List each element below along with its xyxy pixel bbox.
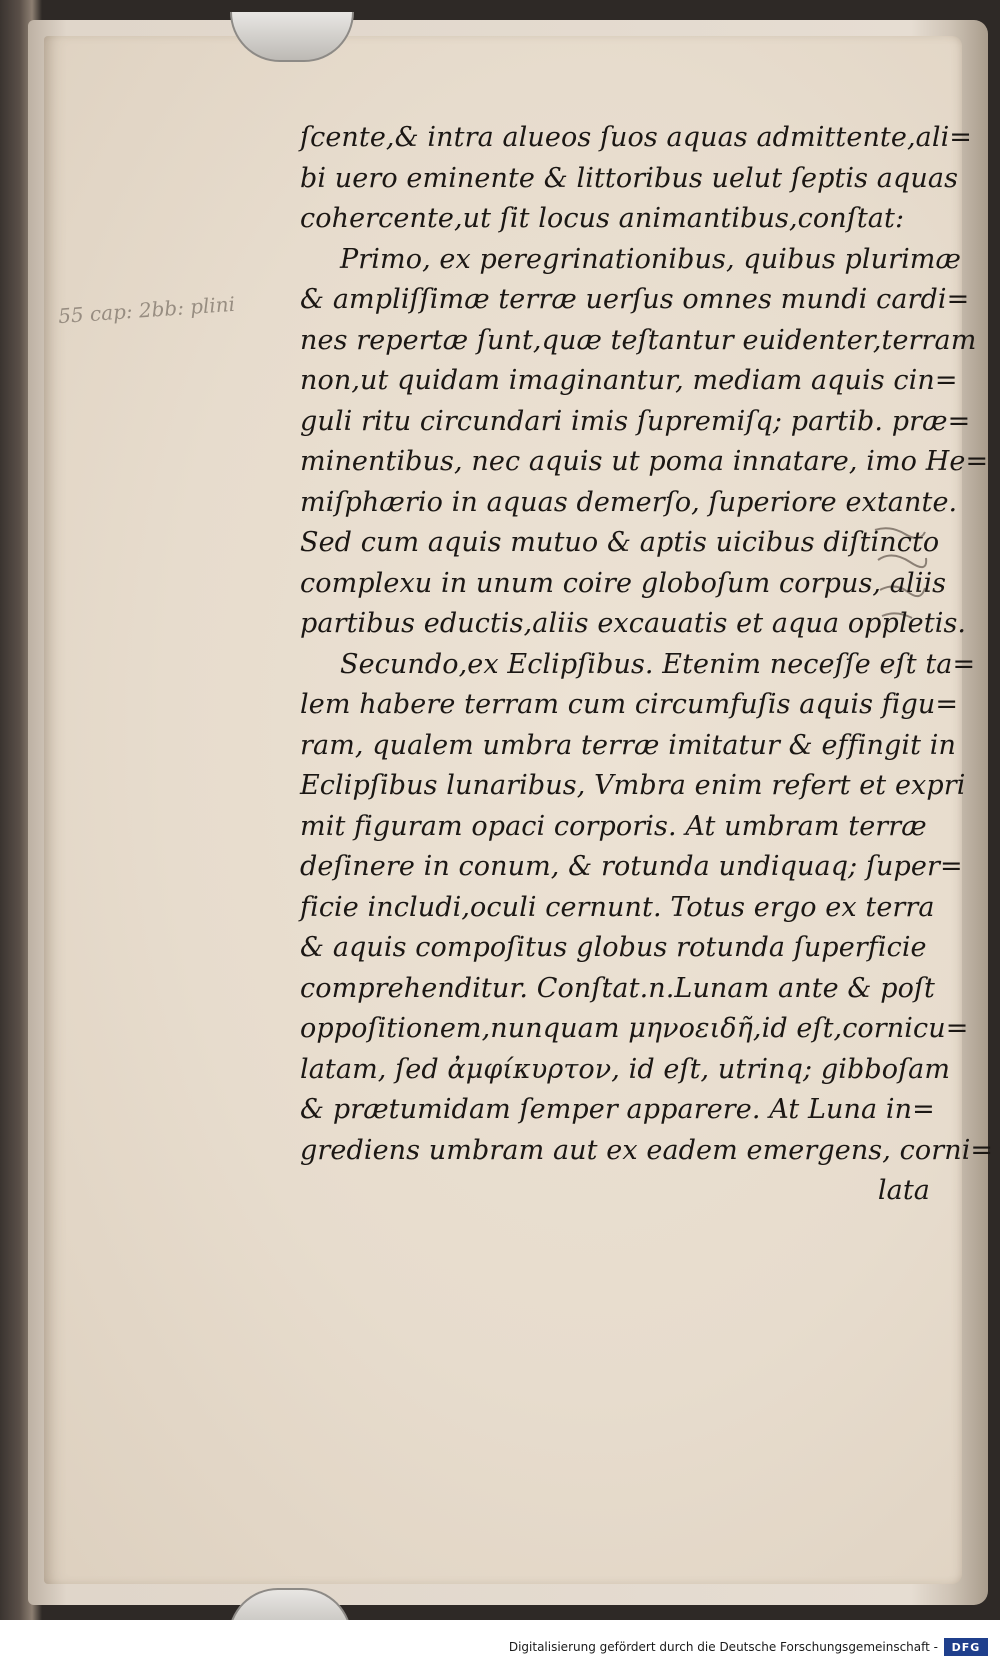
text-line: Secundo,ex Eclipſibus. Etenim neceſſe eſt ta= [340,648,976,680]
text-line: cohercente,ut ſit locus animantibus,conſtat: [300,203,905,234]
handwritten-margin-note: 55 cap: 2bb: plini [57,291,236,329]
text-line: lem habere terram cum circumfuſis aquis figu= [300,689,959,720]
text-line: miſphærio in aquas demerſo, ſuperiore extante. [300,486,958,518]
text-line: mit figuram opaci corporis. At umbram terræ [300,810,927,842]
text-line: nes repertæ ſunt,quæ teſtantur euidenter,terram [300,324,977,356]
text-line: Eclipſibus lunaribus, Vmbra enim refert et expri [300,770,966,801]
text-line: & prætumidam ſemper apparere. At Luna in= [300,1094,935,1125]
text-line: complexu in unum coire globoſum corpus, aliis [300,567,947,599]
page-text [300,118,994,1212]
text-line: lata [877,1175,930,1206]
text-line: grediens umbram aut ex eadem emergens, corni= [300,1134,994,1166]
text-line: latam, ſed ἀμφίκυρτον, id eſt, utrinq; gibboſam [300,1053,951,1085]
text-line: ficie includi,oculi cernunt. Totus ergo ex terra [300,891,935,923]
text-line: ram, qualem umbra terræ imitatur & effingit in [300,729,956,761]
text-line: deſinere in conum, & rotunda undiquaq; ſuper= [300,851,963,882]
text-line: Primo, ex peregrinationibus, quibus plurimæ [340,243,961,275]
text-line: non,ut quidam imaginantur, mediam aquis cin= [300,365,958,396]
text-line: bi uero eminente & littoribus uelut ſeptis aquas [300,162,959,194]
text-line: minentibus, nec aquis ut poma innatare, imo He= [300,446,989,477]
text-line: comprehenditur. Conſtat.n.Lunam ante & poſt [300,972,936,1004]
text-line: & aquis compoſitus globus rotunda ſuperficie [300,932,927,963]
footer-credit: Digitalisierung gefördert durch die Deutsche Forschungsgemeinschaft - [508,1640,938,1654]
text-line: guli ritu circundari imis ſupremiſq; partib. præ= [300,405,971,437]
text-line: partibus eductis,aliis excauatis et aqua oppletis. [300,608,967,639]
text-line: oppoſitionem,nunquam μηνοειδῆ,id eſt,cornicu= [300,1013,969,1044]
text-line: ſcente,& intra alueos ſuos aquas admittente,ali= [300,122,973,153]
text-line: Sed cum aquis mutuo & aptis uicibus diſtincto [300,527,940,558]
dfg-logo: DFG [944,1638,988,1656]
text-line: & ampliſſimæ terræ uerſus omnes mundi cardi= [300,284,970,315]
